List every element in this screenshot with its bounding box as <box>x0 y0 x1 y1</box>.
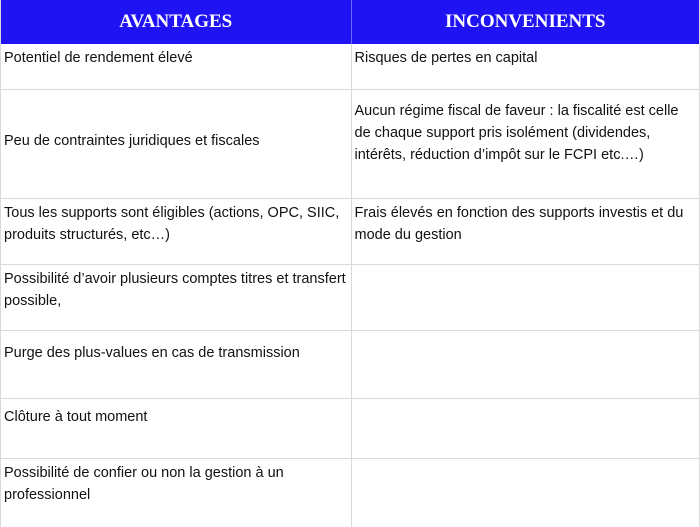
table-row <box>1 265 699 331</box>
disadvantage-cell <box>351 459 700 527</box>
advantage-cell: Possibilité de confier ou non la gestion à un professionnel <box>4 465 284 503</box>
table-row <box>1 459 699 527</box>
disadvantage-cell <box>351 331 700 398</box>
advantage-cell: Potentiel de rendement élevé <box>4 50 193 66</box>
table-header-row <box>1 0 699 44</box>
disadvantage-cell <box>351 265 700 330</box>
advantage-cell: Possibilité d’avoir plusieurs comptes titres et transfert possible, <box>4 271 346 309</box>
advantage-text: Peu de contraintes juridiques et fiscales <box>4 133 260 149</box>
advantage-cell: Clôture à tout moment <box>4 409 148 425</box>
advantage-cell: Tous les supports sont éligibles (actions, OPC, SIIC, produits structurés, etc…) <box>4 205 340 243</box>
table-row <box>1 331 699 399</box>
header-advantages: AVANTAGES <box>1 0 351 44</box>
advantage-cell: Purge des plus-values en cas de transmission <box>4 345 300 361</box>
table-row <box>1 90 699 199</box>
table-row <box>1 44 699 90</box>
disadvantage-cell <box>351 399 700 458</box>
disadvantage-cell: Risques de pertes en capital <box>351 44 700 89</box>
advantage-cell <box>1 90 351 198</box>
disadvantage-cell: Frais élevés en fonction des supports investis et du mode du gestion <box>351 199 700 264</box>
table-row <box>1 399 699 459</box>
disadvantage-cell: Aucun régime fiscal de faveur : la fiscalité est celle de chaque support pris isolément (dividendes, intérêts, réduction d’impôt sur le FCPI etc.…) <box>351 90 700 198</box>
header-disadvantages: INCONVENIENTS <box>351 0 700 44</box>
table-row <box>1 199 699 265</box>
